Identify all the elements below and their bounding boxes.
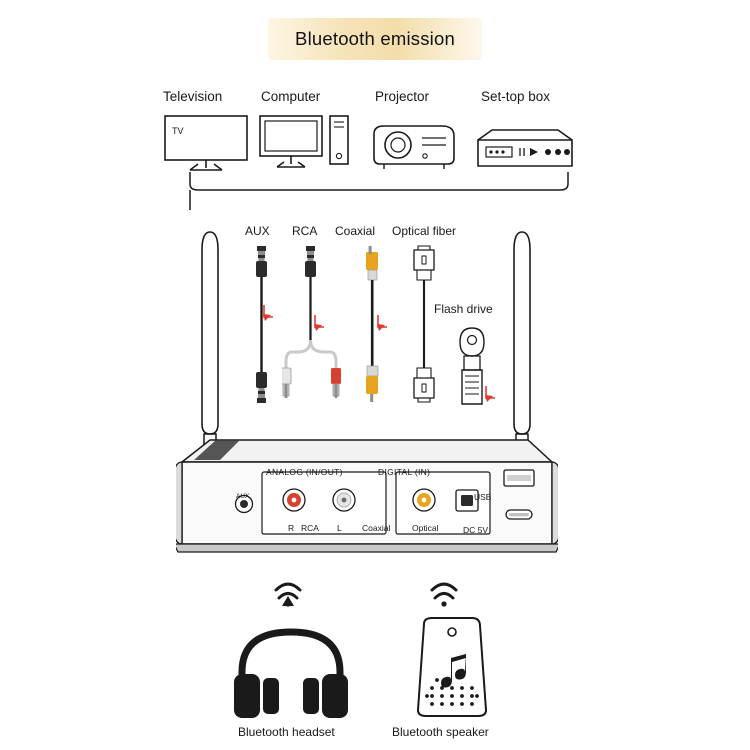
- output-label-bluetooth-headset: Bluetooth headset: [238, 725, 335, 739]
- port-label-l: L: [337, 523, 342, 533]
- right-antenna: [505, 228, 539, 460]
- source-label-computer: Computer: [261, 89, 321, 104]
- cable-label-coaxial: Coaxial: [335, 224, 376, 238]
- speaker-icon: [410, 614, 496, 720]
- optical-fiber-cable-icon: [404, 244, 448, 416]
- digital-panel-header: DIGITAL (IN): [378, 467, 431, 477]
- cable-label-aux: AUX: [245, 224, 270, 238]
- source-label-television: Television: [163, 89, 223, 104]
- source-label-set-top-box: Set-top box: [481, 89, 551, 104]
- port-label-usb: USB: [474, 492, 492, 502]
- aux-cable-icon: [246, 244, 280, 416]
- port-label-optical: Optical: [412, 523, 439, 533]
- cable-label-optical-fiber: Optical fiber: [392, 224, 457, 238]
- projector-icon: [368, 112, 460, 174]
- port-label-dc5v: DC 5V: [463, 525, 489, 535]
- cable-label-flash-drive: Flash drive: [434, 302, 493, 316]
- coaxial-direction-arrow-icon: [376, 313, 392, 335]
- svg-text:TV: TV: [172, 126, 184, 136]
- bluetooth-signal-right-icon: [418, 560, 470, 612]
- port-label-aux: AUX: [236, 493, 250, 500]
- source-bracket: [182, 170, 582, 220]
- bluetooth-signal-left-icon: [262, 560, 314, 612]
- cable-label-rca: RCA: [292, 224, 318, 238]
- left-antenna: [193, 228, 227, 460]
- source-label-projector: Projector: [375, 89, 430, 104]
- tv-icon: [160, 112, 270, 174]
- desktop-computer-icon: [258, 112, 358, 174]
- analog-panel-header: ANALOG (IN/OUT): [266, 467, 343, 477]
- usb-flash-drive-icon: [452, 326, 504, 422]
- headphones-icon: [232, 624, 350, 720]
- output-label-bluetooth-speaker: Bluetooth speaker: [392, 725, 489, 739]
- page-title: Bluetooth emission: [295, 28, 455, 49]
- rca-direction-arrow-icon: [313, 313, 329, 335]
- set-top-box-icon: [472, 112, 580, 172]
- aux-direction-arrow-icon: [262, 303, 278, 325]
- port-label-coaxial: Coaxial: [362, 523, 391, 533]
- port-label-rca: RCA: [301, 523, 319, 533]
- device-chassis: [176, 432, 558, 558]
- port-label-r: R: [288, 523, 295, 533]
